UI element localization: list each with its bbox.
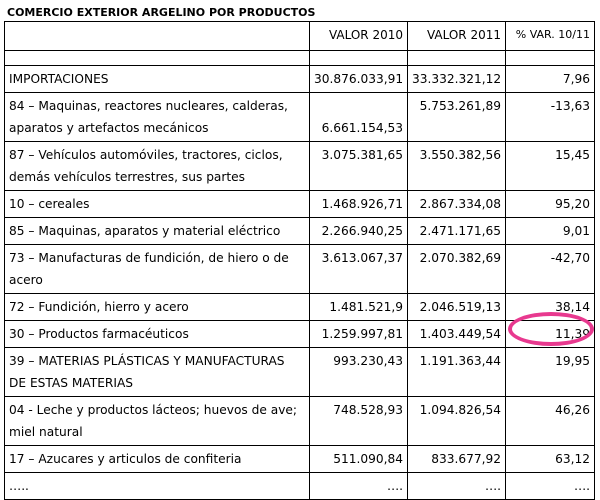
row-v2011: 5.753.261,89 xyxy=(408,93,506,142)
row-label: 30 – Productos farmacéuticos xyxy=(5,321,310,348)
row-label: 72 – Fundición, hierro y acero xyxy=(5,294,310,321)
row-v2010: 748.528,93 xyxy=(310,397,408,446)
table-row xyxy=(5,191,595,218)
row-label: 85 – Maquinas, aparatos y material eléctrico xyxy=(5,218,310,245)
table-row xyxy=(5,218,595,245)
header-var: % VAR. 10/11 xyxy=(506,22,595,51)
row-label: 17 – Azucares y articulos de confiteria xyxy=(5,446,310,473)
row-var: -42,70 xyxy=(506,245,595,294)
table-title: COMERCIO EXTERIOR ARGELINO POR PRODUCTOS xyxy=(7,6,316,19)
row-label: 87 – Vehículos automóviles, tractores, ciclos, demás vehículos terrestres, sus partes xyxy=(5,142,310,191)
row-var: 95,20 xyxy=(506,191,595,218)
row-v2010: 993.230,43 xyxy=(310,348,408,397)
row-var: 46,26 xyxy=(506,397,595,446)
row-v2010: 511.090,84 xyxy=(310,446,408,473)
trade-table xyxy=(4,21,595,500)
row-v2011: …. xyxy=(408,473,506,500)
table-row xyxy=(5,66,595,93)
header-row xyxy=(5,22,595,51)
spacer-row xyxy=(5,51,595,66)
row-var: …. xyxy=(506,473,595,500)
table-row xyxy=(5,446,595,473)
table-row xyxy=(5,397,595,446)
row-v2010: 30.876.033,91 xyxy=(310,66,408,93)
row-var: 38,14 xyxy=(506,294,595,321)
header-valor-2011: VALOR 2011 xyxy=(408,22,506,51)
row-v2011: 2.070.382,69 xyxy=(408,245,506,294)
row-var: -13,63 xyxy=(506,93,595,142)
table-row xyxy=(5,245,595,294)
row-label: 04 - Leche y productos lácteos; huevos de ave; miel natural xyxy=(5,397,310,446)
header-valor-2010: VALOR 2010 xyxy=(310,22,408,51)
row-v2011: 1.094.826,54 xyxy=(408,397,506,446)
row-v2011: 833.677,92 xyxy=(408,446,506,473)
row-label: 10 – cereales xyxy=(5,191,310,218)
table-row xyxy=(5,93,595,142)
row-v2010: 1.468.926,71 xyxy=(310,191,408,218)
row-var: 11,39 xyxy=(506,321,595,348)
row-v2011: 1.403.449,54 xyxy=(408,321,506,348)
row-v2011: 2.471.171,65 xyxy=(408,218,506,245)
row-v2010: …. xyxy=(310,473,408,500)
row-v2010: 1.259.997,81 xyxy=(310,321,408,348)
table-row xyxy=(5,294,595,321)
header-label xyxy=(5,22,310,51)
row-v2011: 2.046.519,13 xyxy=(408,294,506,321)
row-var: 9,01 xyxy=(506,218,595,245)
row-label: ….. xyxy=(5,473,310,500)
table-row xyxy=(5,142,595,191)
row-var: 7,96 xyxy=(506,66,595,93)
row-var: 19,95 xyxy=(506,348,595,397)
row-var: 63,12 xyxy=(506,446,595,473)
row-label: 73 – Manufacturas de fundición, de hiero o de acero xyxy=(5,245,310,294)
row-label: 84 – Maquinas, reactores nucleares, calderas, aparatos y artefactos mecánicos xyxy=(5,93,310,142)
table-row xyxy=(5,348,595,397)
row-v2011: 2.867.334,08 xyxy=(408,191,506,218)
row-v2010: 3.613.067,37 xyxy=(310,245,408,294)
row-v2011: 3.550.382,56 xyxy=(408,142,506,191)
row-label: IMPORTACIONES xyxy=(5,66,310,93)
row-label: 39 – MATERIAS PLÁSTICAS Y MANUFACTURAS DE ESTAS MATERIAS xyxy=(5,348,310,397)
row-v2010: 3.075.381,65 xyxy=(310,142,408,191)
row-v2010: 6.661.154,53 xyxy=(310,93,408,142)
table-row xyxy=(5,321,595,348)
row-v2011: 33.332.321,12 xyxy=(408,66,506,93)
row-v2010: 1.481.521,9 xyxy=(310,294,408,321)
row-v2010: 2.266.940,25 xyxy=(310,218,408,245)
row-var: 15,45 xyxy=(506,142,595,191)
row-v2011: 1.191.363,44 xyxy=(408,348,506,397)
table-row xyxy=(5,473,595,500)
